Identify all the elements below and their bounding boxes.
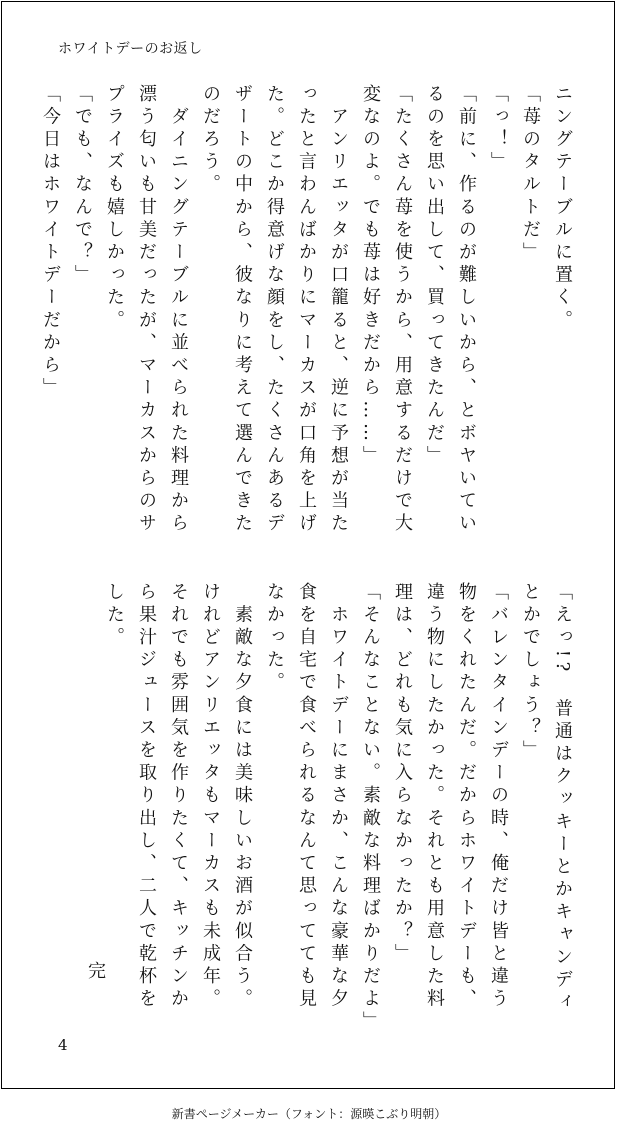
upper-text-block xyxy=(40,84,578,548)
paragraph: ホワイトデーにまさか、こんな豪華な夕食を自宅で食べられるなんて思ってても見なかった。 xyxy=(264,582,349,1012)
paragraph: 「今日はホワイトデーだから」 xyxy=(40,84,61,401)
paragraph: 「バレンタインデーの時、俺だけ皆と違う物をくれたんだ。だからホワイトデーも、違う物にしたかった。それとも用意した料理は、どれも気に入らなかったか？」 xyxy=(392,582,509,1012)
running-header: ホワイトデーのお返し xyxy=(58,41,203,57)
footer-credit: 新書ページメーカー（フォント：源暎こぶり明朝） xyxy=(171,1107,447,1121)
end-mark: 完 xyxy=(88,961,106,982)
paragraph: 「前に、作るのが難しいから、とボヤいているのを思い出して、買ってきたんだ」 xyxy=(424,84,477,536)
lower-text-block xyxy=(104,582,578,1034)
paragraph: 素敵な夕食には美味しいお酒が似合う。けれどアンリエッタもマーカスも未成年。それでも雰囲気を作りたくて、キッチンから果汁ジュースを取り出し、二人で乾杯をした。 xyxy=(104,582,253,1012)
paragraph: ダイニングテーブルに並べられた料理から漂う匂いも甘美だったが、マーカスからのサプライズも嬉しかった。 xyxy=(104,84,189,536)
paragraph: 「っ！」 xyxy=(488,84,509,175)
book-page xyxy=(1,1,615,1089)
paragraph: ニングテーブルに置く。 xyxy=(552,84,573,333)
paragraph: アンリエッタが口籠ると、逆に予想が当たったと言わんばかりにマーカスが口角を上げた。どこか得意げな顔をし、たくさんあるデザートの中から、彼なりに考えて選んできたのだろう。 xyxy=(200,84,349,536)
page-number: 4 xyxy=(58,1036,68,1054)
paragraph: 「苺のタルトだ」 xyxy=(520,84,541,265)
paragraph: 「そんなことない。素敵な料理ばかりだよ」 xyxy=(360,582,381,1034)
paragraph: 「えっ!? 普通はクッキーとかキャンディとかでしょう？」 xyxy=(520,582,573,1015)
paragraph: 「たくさん苺を使うから、用意するだけで大変なのよ。でも苺は好きだから……」 xyxy=(360,84,413,536)
paragraph: 「でも、なんで？」 xyxy=(72,84,93,288)
